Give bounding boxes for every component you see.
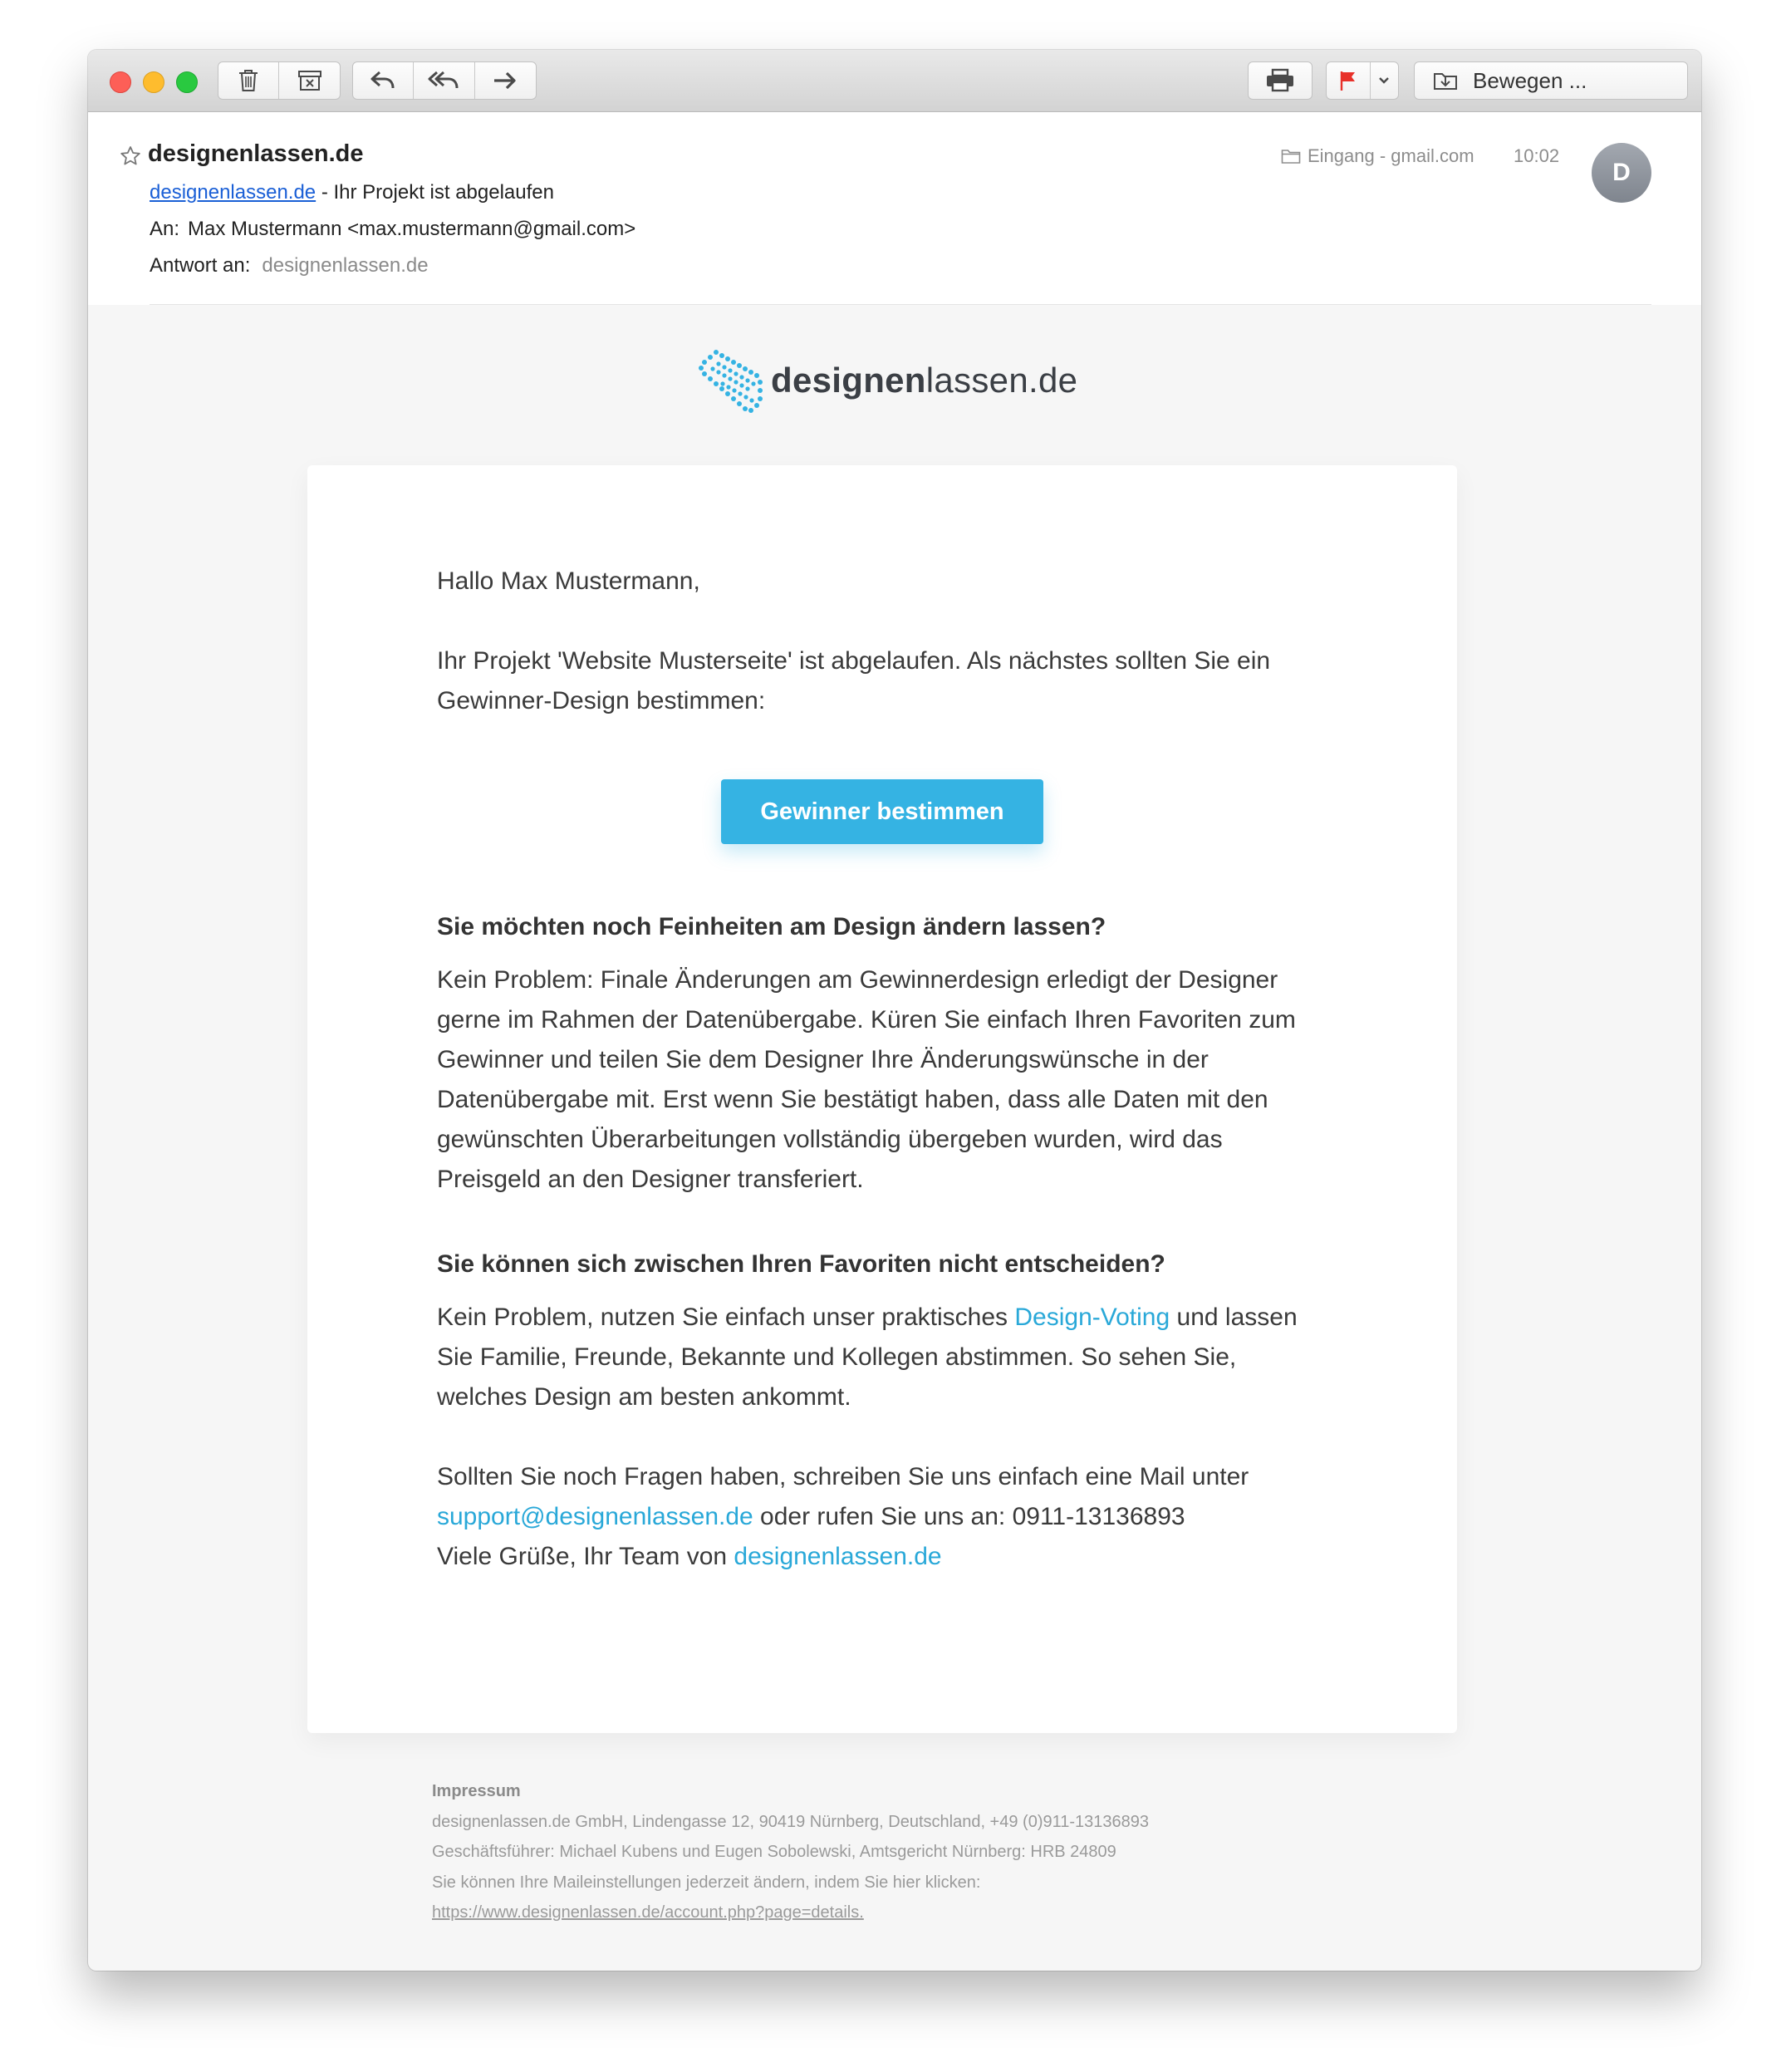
mailbox-label: Eingang - gmail.com <box>1308 145 1474 166</box>
sender-name: designenlassen.de <box>148 140 364 167</box>
flag-icon <box>1339 70 1357 91</box>
print-button[interactable] <box>1249 62 1312 99</box>
signoff-text <box>437 1537 1317 1577</box>
logo-text-bold: designen <box>771 361 926 400</box>
reply-all-icon <box>428 70 461 91</box>
imprint-title: Impressum <box>432 1782 521 1800</box>
signoff-text-start: Viele Grüße, Ihr Team von <box>437 1543 734 1570</box>
email-card <box>307 465 1457 1733</box>
reply-icon <box>370 70 396 91</box>
chevron-down-icon <box>1377 76 1391 86</box>
close-window-button[interactable] <box>110 71 131 93</box>
contact-text <box>437 1457 1317 1537</box>
design-voting-link[interactable]: Design-Voting <box>1014 1304 1170 1331</box>
reply-to-value: designenlassen.de <box>262 254 429 277</box>
reply-to-line <box>150 254 429 277</box>
subject-line <box>150 181 554 204</box>
move-button[interactable] <box>1415 62 1687 99</box>
mail-window <box>88 50 1701 1971</box>
reply-all-button[interactable] <box>414 62 474 99</box>
fine-tuning-text: Kein Problem: Finale Änderungen am Gewinnerdesign erledigt der Designer gerne im Rahmen der Datenübergabe. Küren Sie einfach Ihren Favoriten zum Gewinner und teilen Sie dem Designer Ihre Änderungswünsche in der Datenübergabe mit. Erst wenn Sie bestätigt haben, dass alle Daten mit den gewünschten Überarbeitungen vollständig übergeben wurden, wird das Preisgeld an den Designer transferiert. <box>437 966 1296 1193</box>
flag-button[interactable] <box>1327 62 1371 99</box>
brand-logo <box>698 347 1077 414</box>
logo-text <box>771 361 1077 400</box>
print-group <box>1248 61 1313 100</box>
recipient-line <box>150 218 635 241</box>
folder-icon <box>1281 148 1301 164</box>
greeting: Hallo Max Mustermann, <box>437 567 700 595</box>
logo-text-regular: lassen.de <box>925 361 1078 400</box>
contact-text-start: Sollten Sie noch Fragen haben, schreiben Sie uns einfach eine Mail unter <box>437 1463 1249 1490</box>
signoff-link[interactable]: designenlassen.de <box>734 1543 942 1570</box>
favorites-text <box>437 1298 1317 1417</box>
favorites-text-end: und lassen Sie Familie, Freunde, Bekannte und Kollegen abstimmen. So sehen Sie, welches Design am besten ankommt. <box>437 1304 1298 1411</box>
avatar: D <box>1592 143 1651 203</box>
logo-icon <box>698 347 764 414</box>
zoom-window-button[interactable] <box>176 71 198 93</box>
archive-button[interactable] <box>279 62 340 99</box>
message-header <box>88 112 1701 305</box>
support-email-link[interactable]: support@designenlassen.de <box>437 1503 753 1530</box>
minimize-window-button[interactable] <box>143 71 164 93</box>
forward-button[interactable] <box>475 62 536 99</box>
intro-text: Ihr Projekt 'Website Musterseite' ist abgelaufen. Als nächstes sollten Sie ein Gewinner-Design bestimmen: <box>437 647 1271 714</box>
to-label: An: <box>150 218 180 240</box>
move-to-folder-icon <box>1433 70 1458 91</box>
toolbar <box>88 50 1701 112</box>
heading-favorites: Sie können sich zwischen Ihren Favoriten nicht entscheiden? <box>437 1250 1165 1278</box>
contact-text-end: oder rufen Sie uns an: 0911-13136893 <box>753 1503 1185 1530</box>
reply-group <box>352 61 537 100</box>
trash-icon <box>238 68 259 93</box>
mailbox-location[interactable] <box>1281 145 1474 167</box>
flag-menu-button[interactable] <box>1371 62 1398 99</box>
reply-to-label: Antwort an: <box>150 254 251 277</box>
star-icon[interactable] <box>120 145 141 167</box>
reply-button[interactable] <box>353 62 414 99</box>
archive-icon <box>297 69 322 92</box>
delete-archive-group <box>218 61 341 100</box>
subject-text: - Ihr Projekt ist abgelaufen <box>316 181 554 204</box>
sender-link[interactable]: designenlassen.de <box>150 181 316 204</box>
header-divider <box>150 304 1651 305</box>
to-value: Max Mustermann <max.mustermann@gmail.com> <box>188 218 636 240</box>
choose-winner-button[interactable]: Gewinner bestimmen <box>721 779 1043 844</box>
favorites-text-start: Kein Problem, nutzen Sie einfach unser praktisches <box>437 1304 1015 1331</box>
move-group <box>1414 61 1688 100</box>
delete-button[interactable] <box>218 62 279 99</box>
imprint-line-2: Geschäftsführer: Michael Kubens und Eugen Sobolewski, Amtsgericht Nürnberg: HRB 24809 <box>432 1843 1116 1861</box>
imprint-line-3: Sie können Ihre Maileinstellungen jederzeit ändern, indem Sie hier klicken: <box>432 1873 981 1892</box>
heading-fine-tuning: Sie möchten noch Feinheiten am Design ändern lassen? <box>437 913 1106 940</box>
received-time: 10:02 <box>1514 145 1560 166</box>
flag-group <box>1326 61 1399 100</box>
imprint-line-1: designenlassen.de GmbH, Lindengasse 12, 90419 Nürnberg, Deutschland, +49 (0)911-13136893 <box>432 1812 1150 1831</box>
move-label: Bewegen ... <box>1473 67 1587 93</box>
forward-icon <box>492 70 518 91</box>
print-icon <box>1265 68 1295 93</box>
imprint-footer <box>432 1776 1149 1928</box>
account-settings-link[interactable]: https://www.designenlassen.de/account.php?page=details. <box>432 1903 864 1922</box>
